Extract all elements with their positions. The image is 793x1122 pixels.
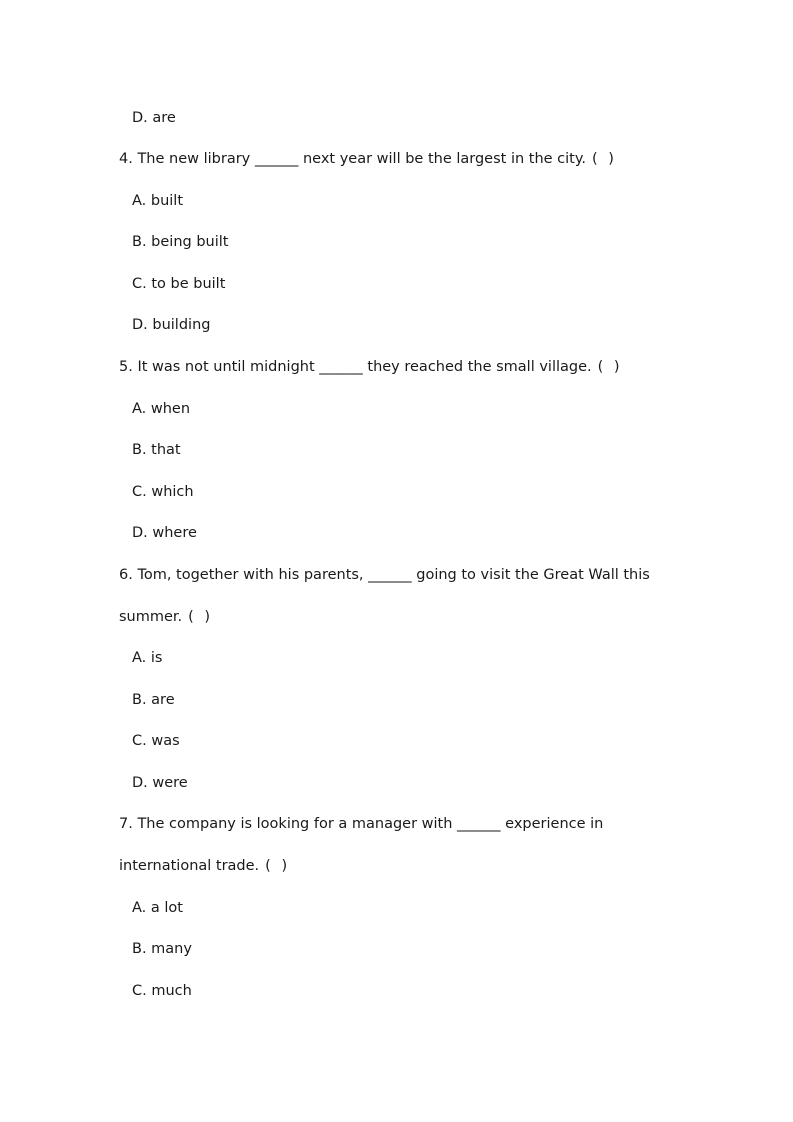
q6-answer-paren: ( ) (188, 609, 214, 625)
q3-option-d: D. are (132, 110, 176, 126)
q5-option-a: A. when (132, 401, 191, 417)
q5-answer-paren: ( ) (597, 359, 623, 375)
q7-stem-text: international trade. (119, 858, 260, 874)
q6-option-d: D. were (132, 775, 188, 791)
q4-option-c: C. to be built (132, 276, 226, 292)
q7-option-b: B. many (132, 941, 192, 957)
q6-stem-text: summer. (119, 609, 183, 625)
q6-stem-line2 (119, 607, 213, 627)
q4-option-d: D. building (132, 317, 211, 333)
q4-answer-paren: ( ) (592, 151, 617, 167)
q6-option-c: C. was (132, 733, 180, 749)
q4-stem (119, 149, 617, 169)
q7-answer-paren: ( ) (265, 858, 291, 874)
q5-stem (119, 357, 623, 377)
q4-stem-text: 4. The new library ______ next year will be the largest in the city. (119, 151, 586, 167)
q7-option-c: C. much (132, 983, 192, 999)
q6-option-b: B. are (132, 692, 175, 708)
q6-stem-line1: 6. Tom, together with his parents, ______ going to visit the Great Wall this (119, 567, 650, 583)
q7-option-a: A. a lot (132, 900, 183, 916)
q4-option-a: A. built (132, 193, 184, 209)
q7-stem-line2 (119, 856, 290, 876)
q5-option-b: B. that (132, 442, 181, 458)
q6-option-a: A. is (132, 650, 163, 666)
q5-option-c: C. which (132, 484, 194, 500)
q4-option-b: B. being built (132, 234, 229, 250)
q5-option-d: D. where (132, 525, 197, 541)
q7-stem-line1: 7. The company is looking for a manager with ______ experience in (119, 816, 604, 832)
q5-stem-text: 5. It was not until midnight ______ they reached the small village. (119, 359, 592, 375)
